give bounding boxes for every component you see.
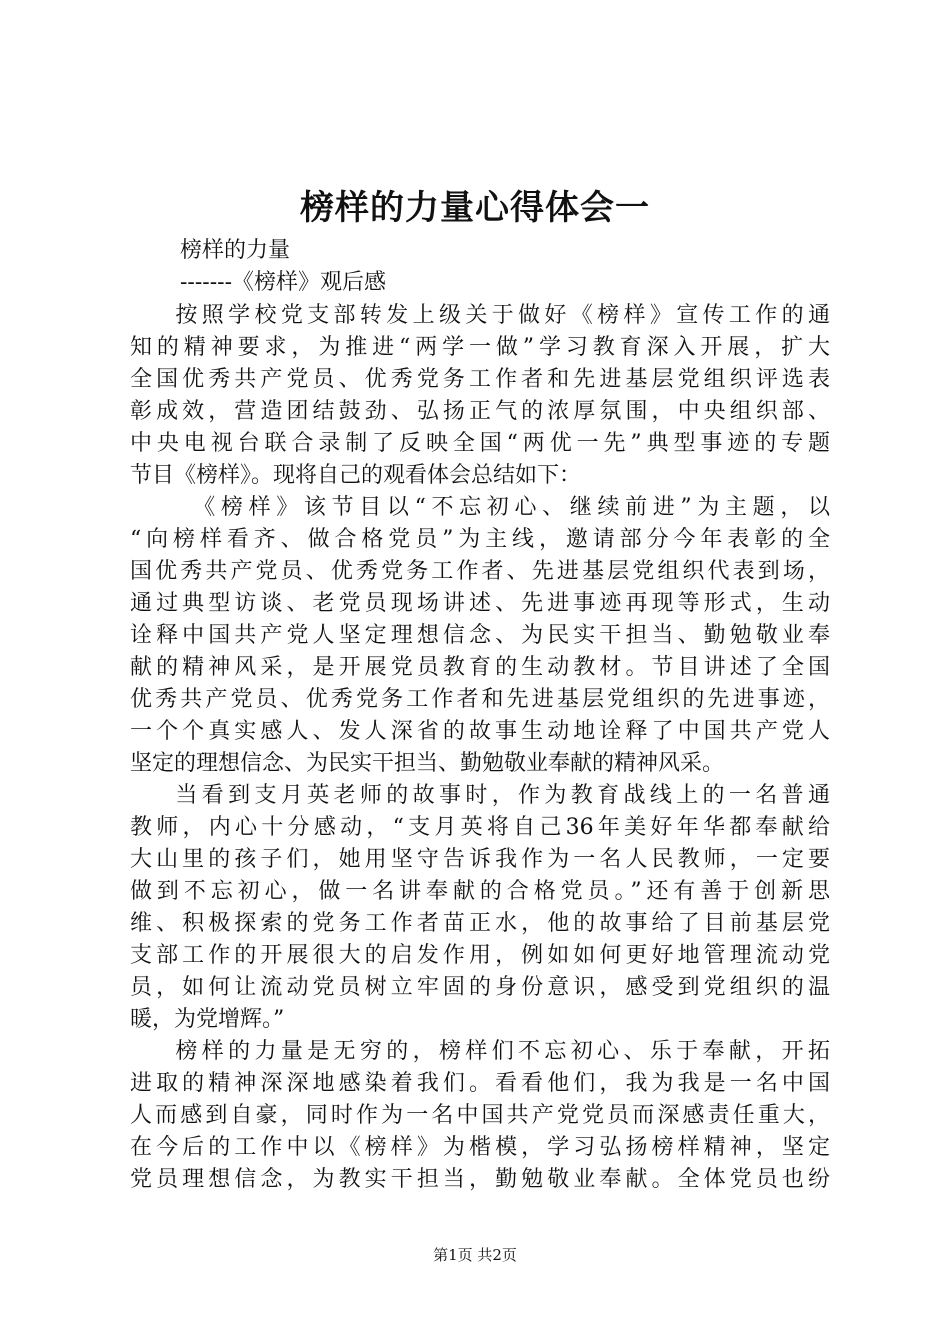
body-line: 教师，内心十分感动，“支月英将自己36年美好年华都奉献给 [130, 815, 830, 840]
document-title: 榜样的力量心得体会一 [300, 188, 650, 228]
body-line: 暖，为党增辉。” [130, 1007, 285, 1032]
body-line: 通过典型访谈、老党员现场讲述、先进事迹再现等形式，生动 [130, 591, 830, 616]
document-subtitle-secondary: -------《榜样》观后感 [180, 270, 387, 295]
body-line: 献的精神风采，是开展党员教育的生动教材。节目讲述了全国 [130, 655, 830, 680]
document-subtitle: 榜样的力量 [180, 238, 291, 263]
body-line: 知的精神要求，为推进“两学一做”学习教育深入开展，扩大 [130, 335, 830, 360]
body-line: 榜样的力量是无穷的，榜样们不忘初心、乐于奉献，开拓 [130, 1039, 830, 1064]
body-line: 党员理想信念，为教实干担当，勤勉敬业奉献。全体党员也纷 [130, 1167, 830, 1192]
body-line: 节目《榜样》。现将自己的观看体会总结如下： [130, 463, 582, 488]
page-footer: 第1页 共2页 [433, 1246, 517, 1264]
body-line: 在今后的工作中以《榜样》为楷模，学习弘扬榜样精神，坚定 [130, 1135, 830, 1160]
body-line: 彰成效，营造团结鼓劲、弘扬正气的浓厚氛围，中央组织部、 [130, 399, 830, 424]
body-line: 支部工作的开展很大的启发作用，例如如何更好地管理流动党 [130, 943, 830, 968]
body-line: 国优秀共产党员、优秀党务工作者、先进基层党组织代表到场， [130, 559, 830, 584]
body-line: 按照学校党支部转发上级关于做好《榜样》宣传工作的通 [130, 303, 830, 328]
body-line: 中央电视台联合录制了反映全国“两优一先”典型事迹的专题 [130, 431, 830, 456]
body-line: 进取的精神深深地感染着我们。看看他们，我为我是一名中国 [130, 1071, 830, 1096]
body-line: 坚定的理想信念、为民实干担当、勤勉敬业奉献的精神风采。 [130, 751, 725, 776]
body-line: 人而感到自豪，同时作为一名中国共产党党员而深感责任重大， [130, 1103, 830, 1128]
body-line: 当看到支月英老师的故事时，作为教育战线上的一名普通 [130, 783, 830, 808]
body-line: 员，如何让流动党员树立牢固的身份意识，感受到党组织的温 [130, 975, 830, 1000]
document-body [130, 300, 830, 1196]
body-line: 《榜样》该节目以“不忘初心、继续前进”为主题，以 [130, 495, 830, 520]
body-line: 优秀共产党员、优秀党务工作者和先进基层党组织的先进事迹， [130, 687, 830, 712]
body-line: 维、积极探索的党务工作者苗正水，他的故事给了目前基层党 [130, 911, 830, 936]
body-line: “向榜样看齐、做合格党员”为主线，邀请部分今年表彰的全 [130, 527, 830, 552]
body-line: 大山里的孩子们，她用坚守告诉我作为一名人民教师，一定要 [130, 847, 830, 872]
body-line: 诠释中国共产党人坚定理想信念、为民实干担当、勤勉敬业奉 [130, 623, 830, 648]
body-line: 全国优秀共产党员、优秀党务工作者和先进基层党组织评选表 [130, 367, 830, 392]
body-line: 一个个真实感人、发人深省的故事生动地诠释了中国共产党人 [130, 719, 830, 744]
body-line: 做到不忘初心，做一名讲奉献的合格党员。”还有善于创新思 [130, 879, 830, 904]
